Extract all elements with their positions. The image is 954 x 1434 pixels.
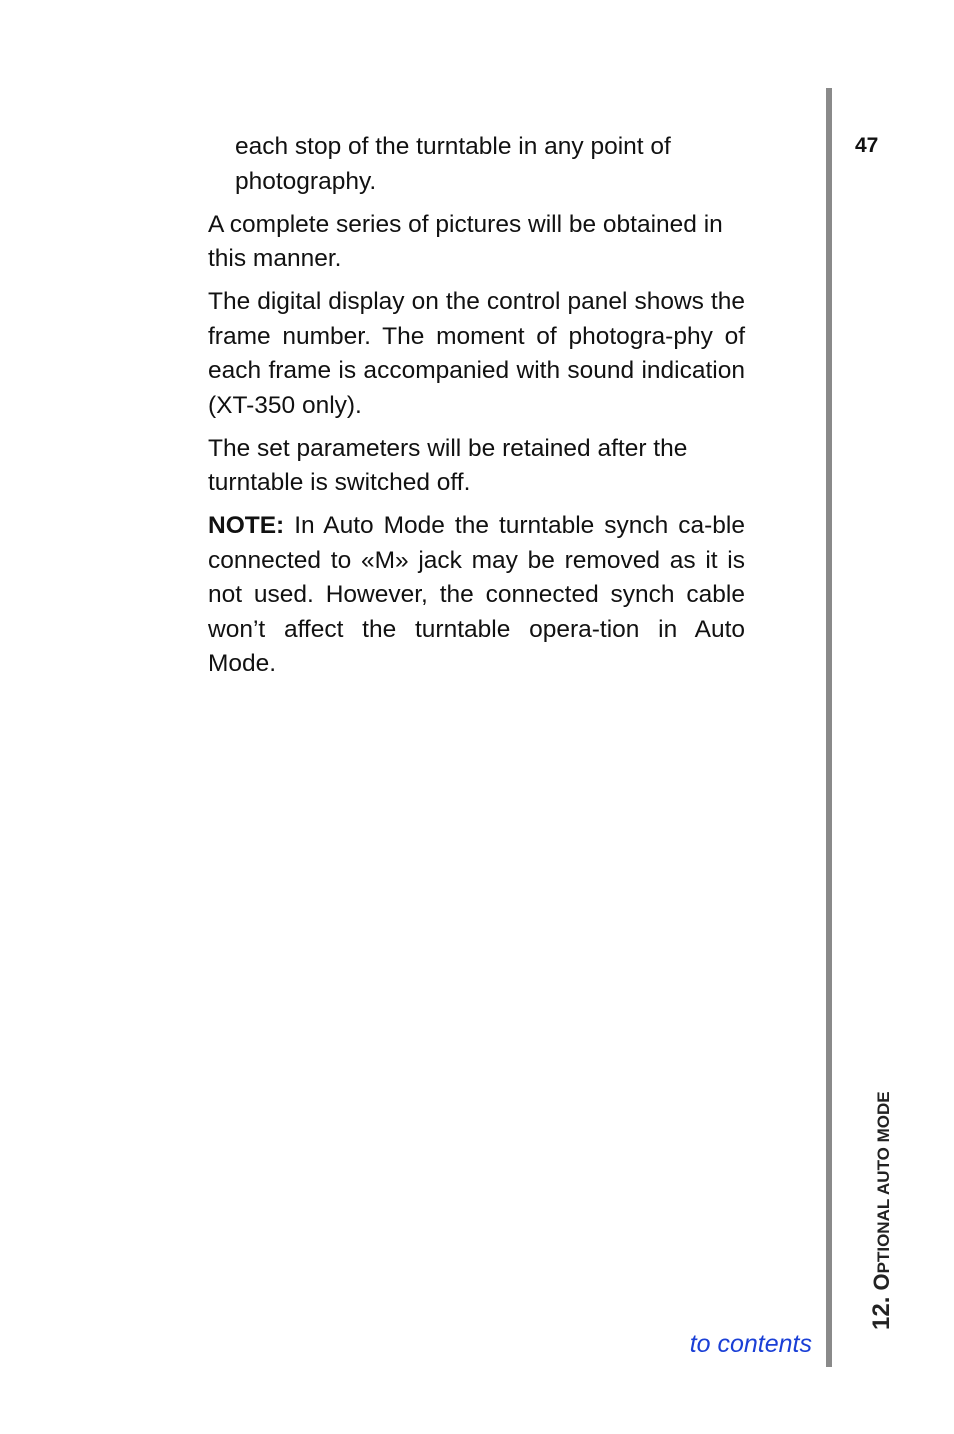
chapter-rest: PTIONAL AUTO MODE	[874, 1091, 893, 1274]
to-contents-link[interactable]: to contents	[689, 1330, 812, 1358]
note-paragraph	[208, 509, 745, 682]
note-text: In Auto Mode the turntable synch ca-ble connected to «M» jack may be removed as it is not used. However, the connected synch cable won’t affect the turntable opera-tion in Auto Mode.	[208, 512, 745, 677]
paragraph-series: A complete series of pictures will be obtained in this manner.	[208, 210, 723, 272]
chapter-number: 12.	[868, 1296, 895, 1330]
paragraph-parameters: The set parameters will be retained after the turntable is switched off.	[208, 434, 688, 496]
chapter-initial: O	[869, 1273, 894, 1291]
margin-rule	[826, 88, 832, 1367]
body-text	[208, 130, 745, 690]
page-number: 47	[855, 134, 879, 157]
note-label: NOTE:	[208, 512, 285, 539]
paragraph-display: The digital display on the control panel shows the frame number. The moment of photogra-phy of each frame is accompanied with sound indication (XT-350 only).	[208, 288, 745, 419]
paragraph-continuation: each stop of the turntable in any point of photography.	[235, 133, 671, 195]
chapter-title	[870, 1091, 894, 1330]
